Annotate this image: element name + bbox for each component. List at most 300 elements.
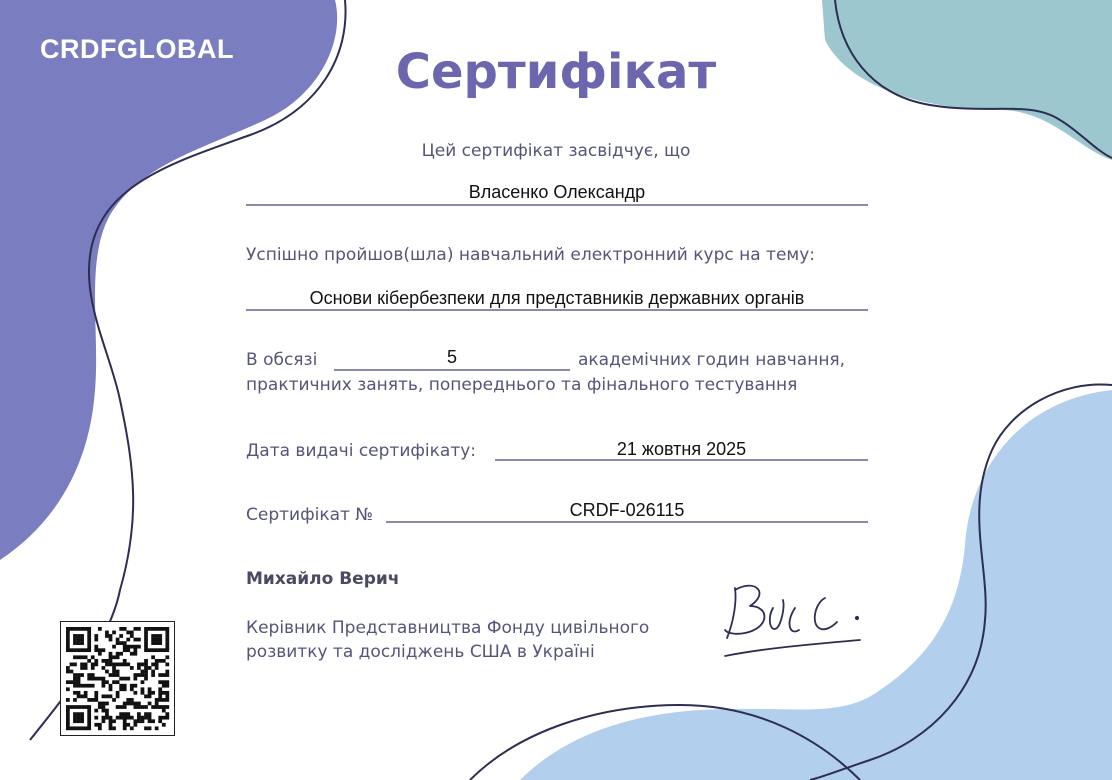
qr-module	[98, 677, 102, 681]
qr-module	[77, 638, 81, 642]
qr-module	[165, 638, 169, 642]
hours-underline	[334, 369, 570, 371]
qr-module	[158, 659, 162, 663]
qr-module	[123, 684, 127, 688]
qr-module	[87, 712, 91, 716]
qr-module	[119, 663, 123, 667]
certificate-number-value: CRDF-026115	[569, 500, 685, 520]
qr-module	[130, 652, 134, 656]
qr-module	[148, 691, 152, 695]
qr-module	[80, 705, 84, 709]
qr-module	[158, 627, 162, 631]
qr-module	[162, 709, 166, 713]
qr-module	[158, 634, 162, 638]
qr-module	[165, 631, 169, 635]
issue-date-label: Дата видачі сертифікату:	[246, 441, 477, 461]
qr-module	[116, 694, 120, 698]
qr-module	[105, 680, 109, 684]
qr-module	[80, 666, 84, 670]
recipient-name-underline	[246, 204, 868, 206]
qr-module	[144, 659, 148, 663]
qr-module	[80, 716, 84, 720]
qr-module	[77, 627, 81, 631]
qr-module	[155, 627, 159, 631]
qr-module	[87, 627, 91, 631]
qr-module	[66, 680, 70, 684]
qr-module	[66, 670, 70, 674]
qr-module	[148, 712, 152, 716]
qr-module	[155, 648, 159, 652]
qr-module	[77, 694, 81, 698]
qr-module	[116, 670, 120, 674]
qr-module	[87, 709, 91, 713]
qr-module	[94, 694, 98, 698]
certificate-number-label: Сертифікат №	[246, 505, 374, 525]
qr-module	[137, 705, 141, 709]
qr-module	[141, 691, 145, 695]
qr-module	[109, 719, 113, 723]
qr-module	[87, 641, 91, 645]
qr-module	[109, 687, 113, 691]
qr-module	[77, 673, 81, 677]
qr-module	[66, 631, 70, 635]
qr-module	[73, 698, 77, 702]
qr-module	[165, 684, 169, 688]
qr-module	[109, 694, 113, 698]
qr-module	[94, 723, 98, 727]
qr-module	[133, 638, 137, 642]
qr-module	[73, 663, 77, 667]
qr-module	[144, 670, 148, 674]
qr-module	[94, 691, 98, 695]
qr-module	[165, 712, 169, 716]
qr-module	[130, 634, 134, 638]
qr-module	[155, 663, 159, 667]
qr-module	[119, 712, 123, 716]
qr-module	[162, 698, 166, 702]
qr-module	[77, 648, 81, 652]
qr-module	[130, 666, 134, 670]
qr-module	[162, 716, 166, 720]
qr-module	[141, 716, 145, 720]
qr-module	[84, 648, 88, 652]
qr-module	[66, 723, 70, 727]
qr-module	[119, 652, 123, 656]
course-label: Успішно пройшов(шла) навчальний електронний курс на тему:	[246, 245, 816, 265]
qr-module	[155, 641, 159, 645]
qr-module	[158, 694, 162, 698]
qr-module	[66, 634, 70, 638]
qr-module	[102, 666, 106, 670]
qr-module	[116, 691, 120, 695]
qr-module	[94, 659, 98, 663]
qr-module	[158, 638, 162, 642]
qr-module	[133, 702, 137, 706]
qr-module	[102, 716, 106, 720]
qr-module	[94, 638, 98, 642]
qr-module	[112, 663, 116, 667]
qr-module	[84, 655, 88, 659]
qr-module	[102, 719, 106, 723]
certificate-title: Сертифікат	[395, 44, 717, 100]
qr-module	[77, 677, 81, 681]
qr-module	[130, 684, 134, 688]
qr-module	[126, 677, 130, 681]
qr-module	[116, 652, 120, 656]
qr-module	[123, 627, 127, 631]
qr-module	[105, 694, 109, 698]
qr-module	[133, 723, 137, 727]
qr-module	[133, 705, 137, 709]
qr-module	[165, 655, 169, 659]
qr-module	[137, 702, 141, 706]
qr-module	[126, 723, 130, 727]
qr-module	[158, 687, 162, 691]
qr-module	[144, 634, 148, 638]
qr-module	[155, 702, 159, 706]
qr-module	[130, 716, 134, 720]
qr-module	[98, 726, 102, 730]
qr-module	[116, 673, 120, 677]
qr-module	[165, 627, 169, 631]
qr-module	[105, 659, 109, 663]
qr-module	[162, 627, 166, 631]
qr-module	[98, 652, 102, 656]
qr-module	[87, 631, 91, 635]
qr-module	[144, 663, 148, 667]
qr-module	[126, 645, 130, 649]
certifies-text: Цей сертифікат засвідчує, що	[421, 141, 691, 161]
qr-module	[102, 680, 106, 684]
qr-module	[165, 680, 169, 684]
qr-module	[94, 677, 98, 681]
qr-module	[70, 663, 74, 667]
qr-module	[112, 726, 116, 730]
qr-module	[73, 638, 77, 642]
qr-module	[116, 655, 120, 659]
qr-module	[148, 627, 152, 631]
recipient-name: Власенко Олександр	[468, 182, 646, 202]
qr-module	[123, 677, 127, 681]
qr-module	[105, 716, 109, 720]
certificate-number-underline	[386, 521, 868, 523]
qr-module	[155, 698, 159, 702]
qr-module	[144, 645, 148, 649]
qr-module	[126, 698, 130, 702]
qr-module	[162, 673, 166, 677]
qr-module	[119, 634, 123, 638]
qr-module	[98, 705, 102, 709]
qr-module	[148, 648, 152, 652]
qr-module	[165, 634, 169, 638]
qr-module	[144, 712, 148, 716]
qr-module	[148, 694, 152, 698]
qr-module	[73, 641, 77, 645]
qr-module	[116, 641, 120, 645]
qr-module	[98, 702, 102, 706]
qr-module	[137, 666, 141, 670]
qr-module	[105, 712, 109, 716]
qr-module	[162, 723, 166, 727]
qr-module	[80, 627, 84, 631]
hours-suffix: академічних годин навчання,	[578, 350, 846, 370]
qr-module	[165, 705, 169, 709]
qr-module	[73, 726, 77, 730]
qr-module	[133, 691, 137, 695]
qr-module	[70, 680, 74, 684]
signer-role-line1: Керівник Представництва Фонду цивільного	[246, 618, 650, 638]
qr-module	[70, 726, 74, 730]
qr-module	[137, 627, 141, 631]
qr-module	[80, 648, 84, 652]
qr-module	[73, 712, 77, 716]
qr-module	[73, 634, 77, 638]
qr-module	[66, 705, 70, 709]
qr-module	[91, 666, 95, 670]
qr-module	[84, 691, 88, 695]
qr-module	[151, 663, 155, 667]
qr-module	[87, 719, 91, 723]
qr-module	[66, 638, 70, 642]
qr-module	[84, 663, 88, 667]
qr-module	[148, 726, 152, 730]
qr-module	[155, 659, 159, 663]
qr-module	[94, 634, 98, 638]
qr-module	[66, 716, 70, 720]
qr-module	[109, 638, 113, 642]
qr-module	[112, 666, 116, 670]
qr-module	[109, 652, 113, 656]
qr-module	[144, 638, 148, 642]
qr-module	[84, 705, 88, 709]
qr-module	[133, 719, 137, 723]
qr-module	[84, 726, 88, 730]
qr-module	[126, 648, 130, 652]
qr-module	[77, 726, 81, 730]
qr-module	[144, 666, 148, 670]
qr-module	[87, 648, 91, 652]
qr-module	[151, 638, 155, 642]
signer-name: Михайло Верич	[246, 569, 400, 589]
qr-module	[158, 680, 162, 684]
qr-module	[158, 673, 162, 677]
qr-module	[87, 677, 91, 681]
qr-module	[165, 694, 169, 698]
qr-module	[77, 691, 81, 695]
qr-module	[87, 684, 91, 688]
qr-module	[109, 634, 113, 638]
qr-module	[133, 627, 137, 631]
qr-module	[119, 677, 123, 681]
qr-module	[123, 716, 127, 720]
qr-module	[144, 641, 148, 645]
qr-module	[70, 670, 74, 674]
qr-module	[73, 627, 77, 631]
qr-module	[165, 691, 169, 695]
qr-module	[158, 716, 162, 720]
qr-module	[141, 673, 145, 677]
qr-module	[133, 645, 137, 649]
qr-module	[94, 716, 98, 720]
qr-module	[105, 634, 109, 638]
qr-module	[126, 638, 130, 642]
qr-module	[141, 705, 145, 709]
qr-module	[112, 670, 116, 674]
qr-module	[126, 712, 130, 716]
qr-module	[151, 648, 155, 652]
qr-module	[144, 677, 148, 681]
qr-module	[66, 712, 70, 716]
qr-module	[73, 691, 77, 695]
qr-module	[116, 638, 120, 642]
qr-module	[112, 673, 116, 677]
qr-module	[151, 634, 155, 638]
qr-module	[87, 716, 91, 720]
qr-module	[155, 666, 159, 670]
qr-module	[80, 663, 84, 667]
qr-module	[119, 627, 123, 631]
qr-module	[123, 648, 127, 652]
qr-module	[109, 655, 113, 659]
qr-module	[66, 687, 70, 691]
qr-module	[116, 705, 120, 709]
qr-module	[109, 659, 113, 663]
qr-module	[116, 716, 120, 720]
qr-module	[87, 659, 91, 663]
qr-module	[109, 673, 113, 677]
qr-module	[116, 680, 120, 684]
qr-module	[137, 663, 141, 667]
qr-module	[158, 641, 162, 645]
qr-module	[126, 663, 130, 667]
qr-module	[133, 673, 137, 677]
qr-module	[94, 663, 98, 667]
qr-module	[158, 705, 162, 709]
qr-module	[109, 723, 113, 727]
qr-module	[123, 726, 127, 730]
qr-module	[151, 627, 155, 631]
qr-module	[141, 719, 145, 723]
hours-value: 5	[446, 347, 457, 367]
qr-module	[80, 673, 84, 677]
qr-module	[91, 655, 95, 659]
qr-module	[165, 673, 169, 677]
qr-module	[66, 648, 70, 652]
qr-module	[77, 655, 81, 659]
qr-module	[162, 648, 166, 652]
qr-module	[66, 719, 70, 723]
qr-module	[102, 677, 106, 681]
qr-module	[80, 634, 84, 638]
qr-module	[77, 634, 81, 638]
qr-module	[165, 641, 169, 645]
qr-module	[151, 673, 155, 677]
qr-module	[144, 694, 148, 698]
qr-module	[80, 719, 84, 723]
qr-module	[137, 719, 141, 723]
qr-module	[98, 648, 102, 652]
qr-module	[119, 705, 123, 709]
qr-module	[137, 712, 141, 716]
qr-module	[165, 663, 169, 667]
qr-module	[151, 705, 155, 709]
qr-module	[133, 652, 137, 656]
qr-module	[105, 631, 109, 635]
qr-module	[162, 705, 166, 709]
qr-module	[73, 705, 77, 709]
qr-module	[77, 716, 81, 720]
qr-module	[87, 705, 91, 709]
qr-module	[155, 638, 159, 642]
qr-module	[66, 666, 70, 670]
qr-module	[91, 698, 95, 702]
qr-module	[126, 716, 130, 720]
qr-module	[112, 655, 116, 659]
qr-module	[112, 631, 116, 635]
qr-module	[123, 641, 127, 645]
qr-module	[123, 687, 127, 691]
issue-date-underline	[495, 459, 868, 461]
qr-module	[80, 684, 84, 688]
qr-module	[133, 684, 137, 688]
qr-module	[80, 638, 84, 642]
qr-module	[105, 702, 109, 706]
qr-module	[91, 677, 95, 681]
qr-module	[105, 709, 109, 713]
qr-module	[141, 670, 145, 674]
qr-module	[151, 670, 155, 674]
qr-module	[94, 709, 98, 713]
qr-module	[155, 726, 159, 730]
qr-module	[77, 680, 81, 684]
qr-module	[141, 663, 145, 667]
qr-module	[73, 719, 77, 723]
signature-icon	[715, 578, 875, 663]
qr-module	[102, 659, 106, 663]
qr-module	[77, 719, 81, 723]
qr-module	[137, 673, 141, 677]
qr-module	[123, 723, 127, 727]
qr-module	[94, 698, 98, 702]
qr-module	[130, 631, 134, 635]
qr-module	[84, 684, 88, 688]
qr-module	[130, 698, 134, 702]
qr-module	[91, 663, 95, 667]
qr-module	[158, 698, 162, 702]
hours-prefix: В обсязі	[246, 350, 318, 370]
qr-module	[162, 680, 166, 684]
qr-module	[84, 627, 88, 631]
qr-module	[119, 716, 123, 720]
qr-module	[123, 645, 127, 649]
qr-module	[123, 705, 127, 709]
qr-module	[148, 702, 152, 706]
qr-module	[148, 687, 152, 691]
qr-module	[165, 698, 169, 702]
qr-code-icon	[60, 621, 175, 736]
qr-module	[130, 645, 134, 649]
qr-module	[66, 641, 70, 645]
qr-module	[116, 663, 120, 667]
qr-module	[148, 716, 152, 720]
qr-module	[119, 641, 123, 645]
qr-module	[151, 641, 155, 645]
qr-module	[73, 684, 77, 688]
qr-module	[130, 702, 134, 706]
qr-module	[151, 691, 155, 695]
crdf-global-logo: CRDFGLOBAL	[40, 34, 234, 64]
qr-module	[91, 684, 95, 688]
